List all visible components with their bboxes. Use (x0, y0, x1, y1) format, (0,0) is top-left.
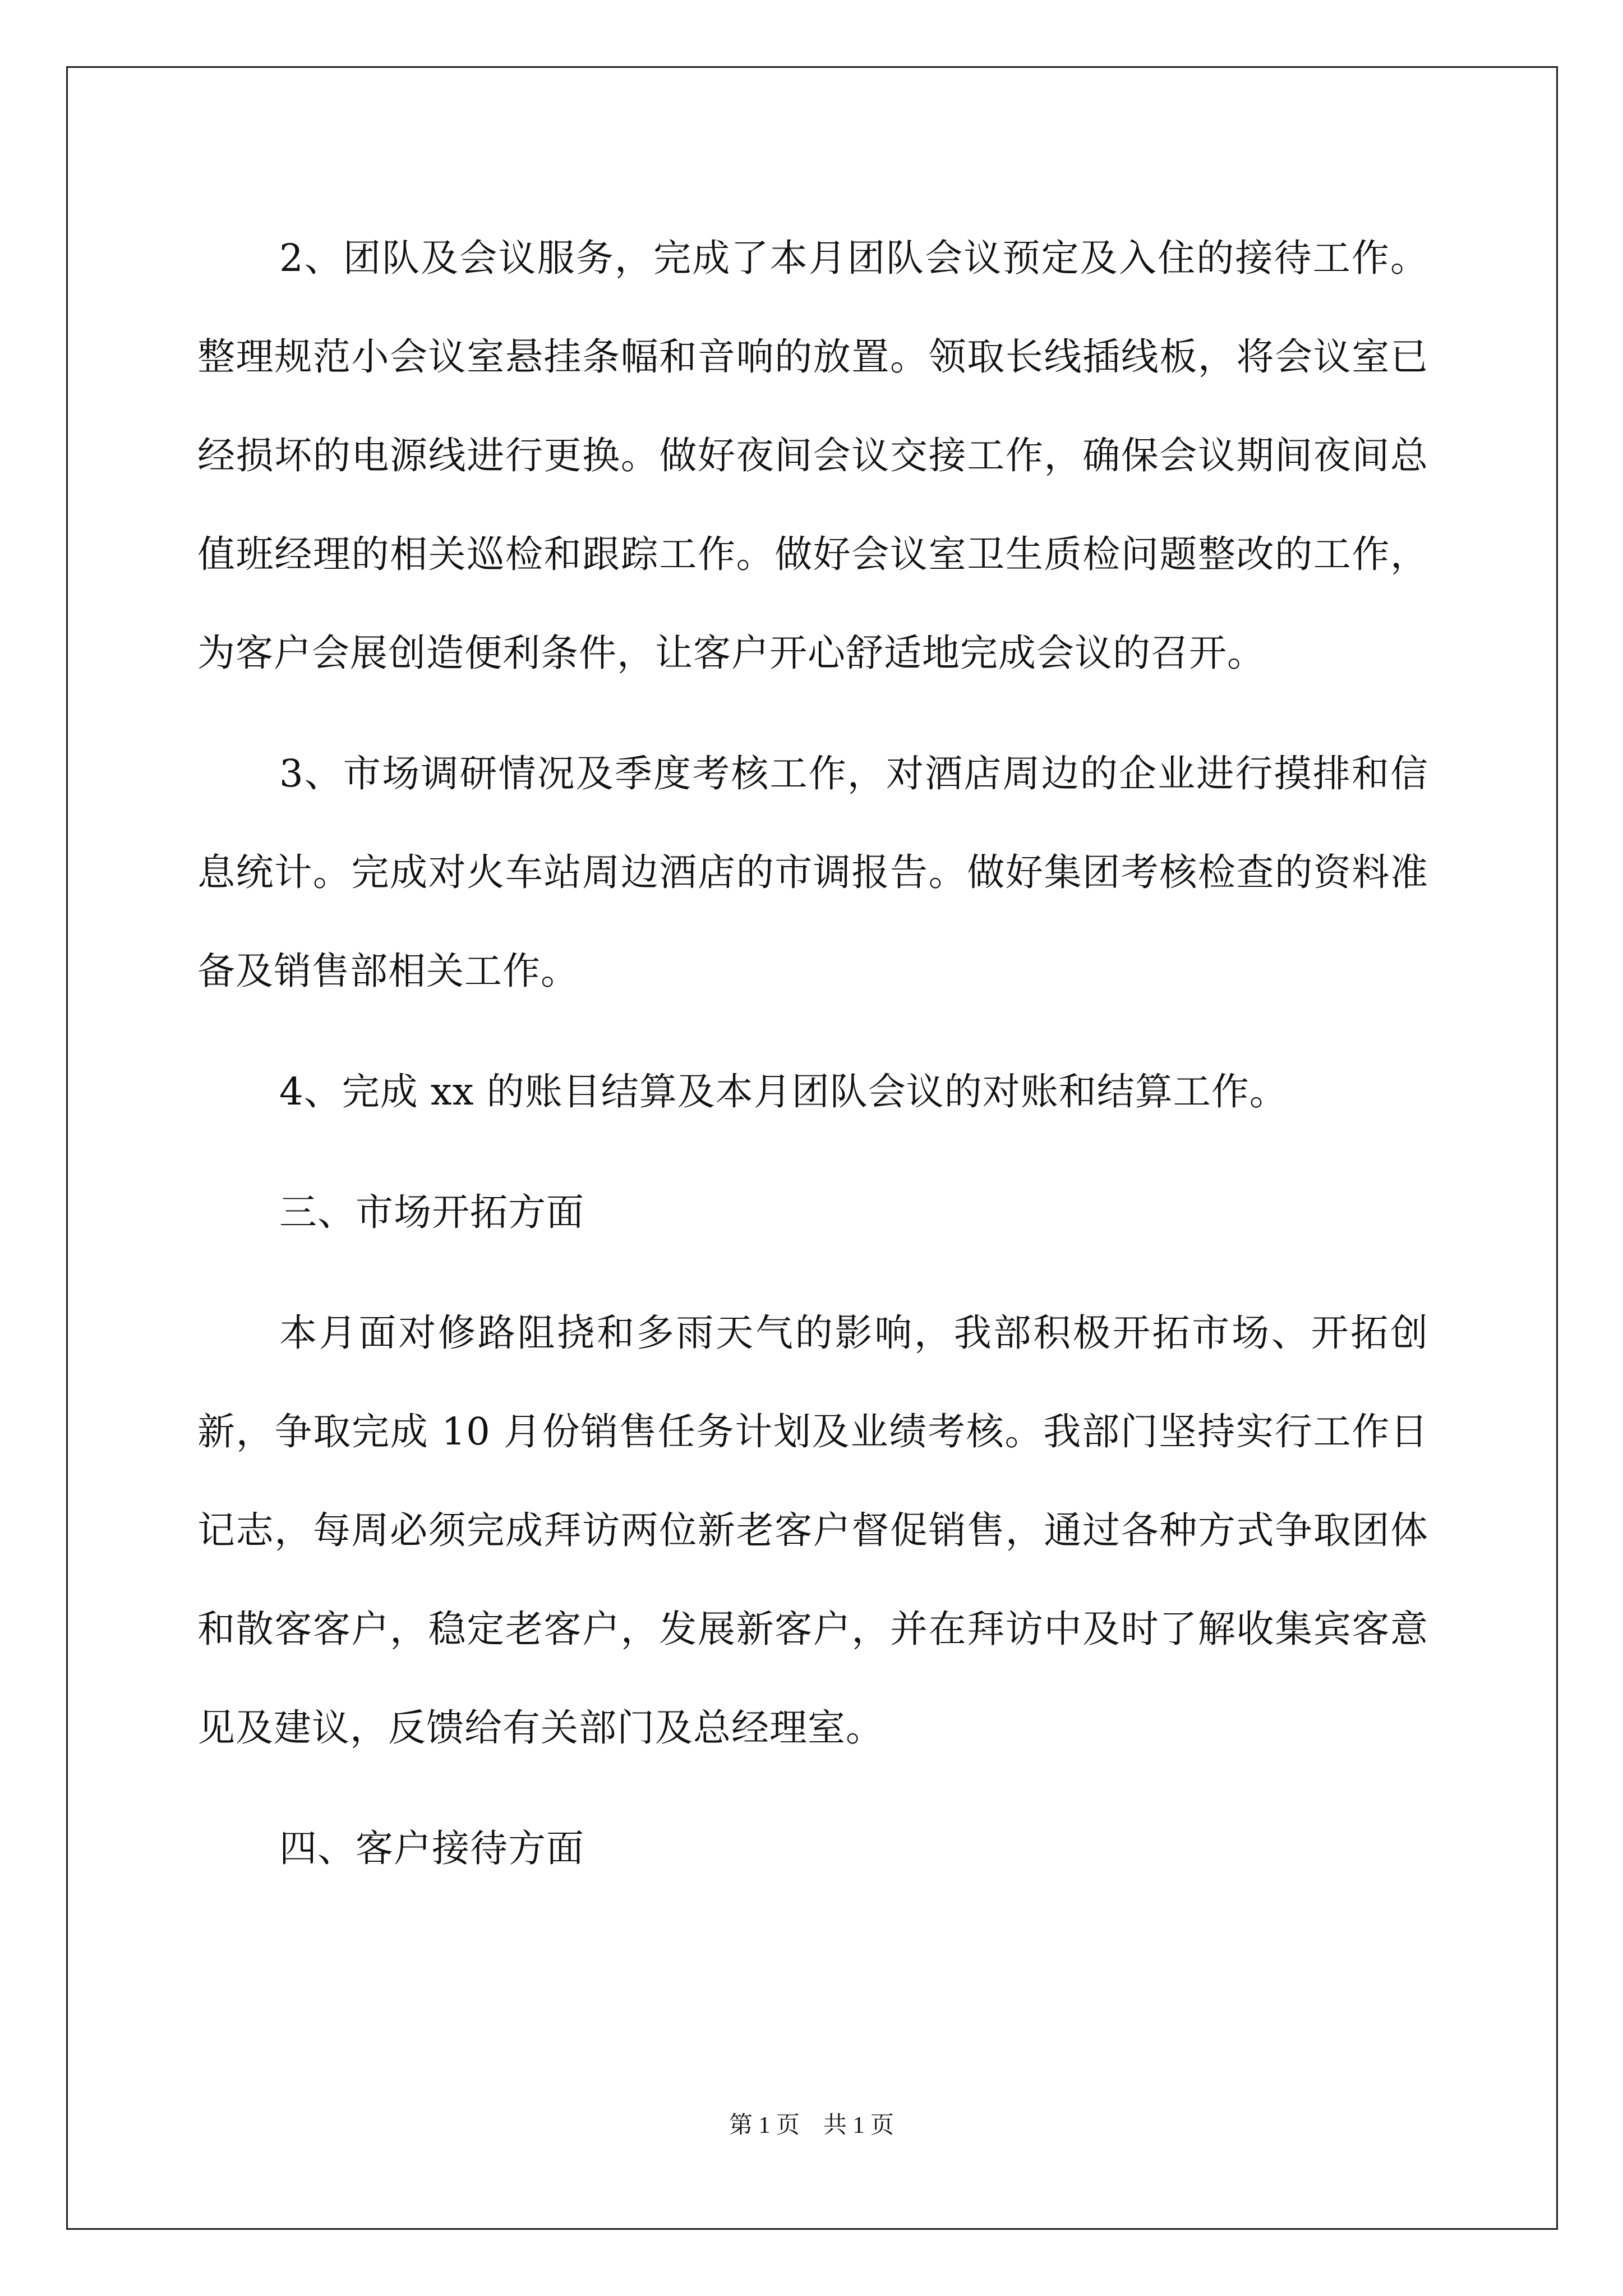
paragraph-team-meeting-service: 2、团队及会议服务，完成了本月团队会议预定及入住的接待工作。整理规范小会议室悬挂条幅和音响的放置。领取长线插线板，将会议室已经损坏的电源线进行更换。做好夜间会议交接工作，确保会议期间夜间总值班经理的相关巡检和跟踪工作。做好会议室卫生质检问题整改的工作，为客户会展创造便利条件，让客户开心舒适地完成会议的召开。 (197, 236, 1428, 675)
paragraph-market-research: 3、市场调研情况及季度考核工作，对酒店周边的企业进行摸排和信息统计。完成对火车站周边酒店的市调报告。做好集团考核检查的资料准备及销售部相关工作。 (197, 752, 1428, 993)
heading-market-development: 三、市场开拓方面 (279, 1190, 584, 1234)
page-number-footer: 第 1 页 共 1 页 (728, 2113, 894, 2138)
paragraph-market-development: 本月面对修路阻挠和多雨天气的影响，我部积极开拓市场、开拓创新，争取完成 10 月份销售任务计划及业绩考核。我部门坚持实行工作日记志，每周必须完成拜访两位新老客户督促销售，通过各种方式争取团体和散客客户，稳定老客户，发展新客户，并在拜访中及时了解收集宾客意见及建议，反馈给有关部门及总经理室。 (197, 1311, 1428, 1750)
heading-customer-reception: 四、客户接待方面 (279, 1826, 584, 1870)
document-body (197, 209, 1428, 1920)
paragraph-account-settlement: 4、完成 xx 的账目结算及本月团队会议的对账和结算工作。 (279, 1070, 1288, 1114)
